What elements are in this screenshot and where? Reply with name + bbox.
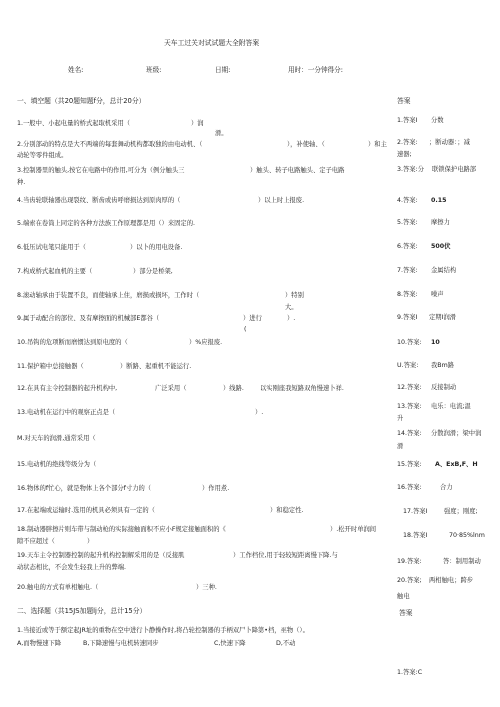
question-14: M.对天车的润滑,通常采用（: [17, 435, 96, 442]
answer-20-value: 触电: [397, 593, 410, 600]
question-8: 8.滚动轴承由于装置不良，而使轴承上住，磨损或损坏，工作时（: [17, 292, 200, 299]
answer-18-value: 70·85%lnm: [449, 532, 485, 539]
question-11: 11.保护箱中总接触器（: [17, 363, 84, 370]
answer-19-number: 19.答案:: [397, 558, 422, 565]
answer-12-value: 反接制动: [431, 384, 457, 391]
answer-14-value: 分散润滑；梁中润: [431, 430, 482, 437]
question-18: 18.制动器胖擦片则车带与制动枪的实际接触面积不应小F规定接触面积的《: [17, 526, 226, 533]
question-13-part: ）.: [255, 409, 264, 416]
question-3: 3.控制器里的触头,按它在电路中的作用,可分为（例分触头三: [17, 167, 185, 174]
answer-12-number: 12.答案:: [397, 384, 422, 391]
question-2-part: ）和主: [368, 141, 387, 148]
section1-answer-header: 答案: [397, 97, 411, 105]
question-8-part: 大。: [285, 304, 298, 311]
answer-18-number: 18.答案I: [403, 532, 428, 539]
answer-9-value: 定期I润滑: [429, 314, 457, 321]
answer-6-number: 6.答案:: [397, 243, 418, 250]
question-20-part: ）三种.: [196, 584, 217, 591]
answer-13-number: 13.答案:: [397, 403, 422, 410]
answer-3-value: 联锁保护电路部: [432, 166, 477, 173]
answer-15-value: A、ExB,F、H: [435, 461, 478, 468]
answer-9-number: 9.答案I: [397, 314, 418, 321]
answer-16-number: 16.答案:: [397, 484, 422, 491]
answer-1-value: 分数: [431, 117, 444, 124]
answer-17-number: 17.答案I: [403, 508, 428, 515]
question-3-part: ）触头、转子电路触头、定子电路: [250, 167, 345, 174]
answer-15-number: 15.答案:: [397, 461, 422, 468]
answer-7-value: 金属结构: [431, 267, 457, 274]
answer-8-number: 8.答案:: [397, 291, 418, 298]
question-9: 9.属于动配合的部位、及有摩擦面的机械部E都谷（: [17, 315, 160, 322]
question-6: 6.低压试电笔只能用于（: [17, 244, 86, 251]
question-19: 19.天车主令控制器控制的起升机构控制解采用的是（反接肌: [17, 552, 185, 559]
answer-19-value: 答：制用制动: [443, 558, 481, 565]
question-4: 4.当齿轮联轴器出现裂纹、断齿或齿呼磨损达到原肉厚的（: [17, 197, 181, 204]
answer-2-number: 2.答案:: [397, 139, 418, 146]
question-10-part: ）%应报废.: [189, 339, 223, 346]
question-18-part: ）: [87, 538, 94, 545]
question-9-part: (: [244, 326, 247, 333]
question-12-part: 以实刚座我短路双角慢速卜祥.: [260, 385, 344, 392]
answer-4-value: 0.15: [431, 197, 447, 204]
answer-10-number: 10.答案:: [397, 339, 422, 346]
answer-7-number: 7.答案:: [397, 267, 418, 274]
class-label: 班级:: [146, 66, 162, 74]
choice-option-c: C,快速下降: [214, 640, 246, 647]
question-15: 15.电动机的绝线等级分为（: [17, 461, 97, 468]
answer-14-value: 滑: [397, 443, 404, 450]
section2-title: 二、选择题（共15JS加题lj分，总计15分）: [17, 607, 147, 615]
answer-2-value: 速器;: [397, 151, 412, 158]
choice-answer-1: 1.答案:C: [397, 669, 423, 676]
section2-answer-header: 答案: [399, 609, 413, 617]
question-3-part: 种.: [17, 179, 26, 186]
question-18-part: ）.松开时单润间: [330, 526, 377, 533]
question-17: 17.在起端或运输时.选用的机具必须具有一定的（: [17, 507, 155, 514]
page-title: 天车工过关对试试题大全附答案: [164, 39, 260, 47]
answer-5-number: 5.答案:: [397, 219, 418, 226]
choice-option-b: B,下降速慢与电机转速同步: [83, 640, 159, 647]
question-2: 2.分别部动的特点是大不两端的每套舞动机构都取独的由电动机、（: [17, 141, 203, 148]
answer-10-value: 10: [431, 339, 440, 346]
answer-5-value: 摩擦力: [431, 219, 450, 226]
question-17-part: ）和稳定性.: [270, 507, 304, 514]
question-1-part: 滑。: [215, 130, 228, 137]
answer-13-value: 电乐：电流;温: [431, 403, 471, 410]
question-7-part: ）部分是桥架,: [133, 268, 173, 275]
answer-11-value: 我Bm路: [431, 362, 455, 369]
answer-17-value: 强度；刚度;: [444, 508, 478, 515]
question-16: 16.物体的f忙心，就是物体上各个部分f寸力的（: [17, 485, 152, 492]
question-4-part: ）以上时上报废.: [258, 197, 305, 204]
question-2-part: ），补使轴、（: [287, 141, 325, 148]
question-2-part: 动轮等零件组成。: [17, 152, 68, 159]
question-10: 10.吊钩的危项断而磨惯达到原电度的（: [17, 339, 128, 346]
question-20: 20.触电的方式有单相触电.（: [17, 584, 99, 591]
choice-option-a: A,而物慢速下降: [17, 640, 62, 647]
date-label: 日期:: [215, 66, 231, 74]
question-13: 13.电动机在运行中的观察正点是（: [17, 409, 116, 416]
answer-3-number: 3.答案:分: [397, 166, 425, 173]
question-6-part: ）以卜的用电设备.: [130, 244, 183, 251]
answer-11-number: U.答案:: [397, 362, 419, 369]
question-12-part: 广泛采用（: [155, 385, 187, 392]
answer-16-value: 合力: [440, 484, 453, 491]
answer-20-value: 两相触电；跨步: [429, 577, 474, 584]
question-7: 7.构成桥式起血机的主要（: [17, 268, 93, 275]
question-9-part: ）进行: [243, 315, 262, 322]
question-19-part: 动状态相比，不会发生轻我上升的弊端.: [17, 564, 127, 571]
name-label: 姓名:: [68, 66, 84, 74]
question-11-part: ）断路、起重机不能运行.: [120, 363, 192, 370]
answer-2-value: ；断动器：；减: [429, 139, 470, 146]
question-8-part: ）特别: [285, 292, 304, 299]
question-1: 1.一般中、小起电量的桥式起取机采用（: [17, 120, 131, 127]
question-1-part: ）润: [191, 120, 204, 127]
question-5: 5.端索在卷筒上同定的各种方法族工作原理都是用（）来固定的.: [17, 220, 196, 227]
answer-8-value: 噪声: [431, 291, 444, 298]
question-16-part: ）作用煮.: [202, 485, 230, 492]
question-12: 12.在具有主令控制器的起升机构中,: [17, 385, 118, 392]
answer-6-value: 500伏: [431, 243, 451, 250]
answer-20-number: 20.答案;: [397, 577, 422, 584]
section1-title: 一、填空题（共20题知题f分，总计20分）: [17, 97, 146, 105]
question-9-part: ）.: [287, 315, 296, 322]
choice-option-d: D,不动: [276, 640, 296, 647]
answer-14-number: 14.答案:: [397, 430, 422, 437]
answer-13-value: 升: [397, 415, 404, 422]
question-18-part: 隙不应超过（: [17, 538, 55, 545]
answer-1-number: 1.答案I: [397, 117, 418, 124]
question-19-part: ）工作档位,用于轻较短距离慢下降.与: [233, 552, 338, 559]
choice-question-1: 1.当接近或等于额定起JR址的重物在空中进行卜静操作时,将凸轮控制器的手柄双尸卜降第•档，巫物（）。: [17, 627, 309, 634]
time-score-label: 用时：一分钟得分:: [288, 66, 343, 74]
answer-4-number: 4.答案:: [397, 197, 418, 204]
question-12-part: ）线路.: [223, 385, 244, 392]
